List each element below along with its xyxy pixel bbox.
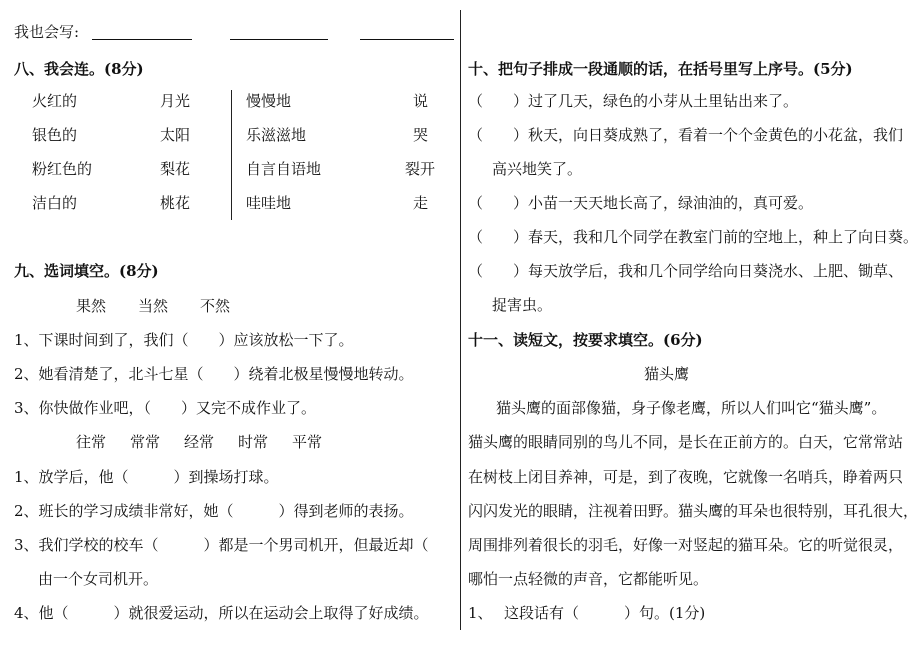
match-left-target: 太阳 xyxy=(160,126,191,144)
match-left-word: 银色的 xyxy=(32,126,78,144)
passage-line: 哪怕一点轻微的声音，它都能听见。 xyxy=(468,570,709,588)
order-line: 捉害虫。 xyxy=(492,296,553,314)
passage-line: 在树枝上闭目养神，可是，到了夜晚，它就像一名哨兵，睁着两只 xyxy=(468,468,904,486)
match-right-word: 自言自语地 xyxy=(246,160,322,178)
match-right-target: 裂开 xyxy=(405,160,436,178)
match-right-target: 说 xyxy=(413,92,429,110)
match-right-target: 哭 xyxy=(413,126,429,144)
match-right-target: 走 xyxy=(413,194,429,212)
match-left-word: 火红的 xyxy=(32,92,78,110)
section9-title: 九、选词填空。(8分) xyxy=(14,262,159,280)
word-option: 果然 xyxy=(76,297,107,315)
order-line: （ ）春天，我和几个同学在教室门前的空地上，种上了向日葵。 xyxy=(468,228,919,246)
match-left-word: 粉红色的 xyxy=(32,160,93,178)
question-line: 3、你快做作业吧，（ ）又完不成作业了。 xyxy=(14,399,317,417)
question-line: 由一个女司机开。 xyxy=(38,570,159,588)
question-line: 这段话有（ ）句。(1分) xyxy=(504,604,706,622)
match-right-word: 慢慢地 xyxy=(246,92,292,110)
passage-line: 周围排列着很长的羽毛，好像一对竖起的猫耳朵。它的听觉很灵， xyxy=(468,536,904,554)
passage-line: 闪闪发光的眼睛，注视着田野。猫头鹰的耳朵也很特别，耳孔很大， xyxy=(468,502,919,520)
word-option: 经常 xyxy=(184,433,215,451)
section8-title: 八、我会连。(8分) xyxy=(14,60,144,78)
order-line: （ ）过了几天，绿色的小芽从土里钻出来了。 xyxy=(468,92,799,110)
answer-blank-3[interactable] xyxy=(360,39,454,40)
word-option: 常常 xyxy=(130,433,161,451)
question-line: 1、放学后，他（ ）到操场打球。 xyxy=(14,468,279,486)
question-line: 3、我们学校的校车（ ）都是一个男司机开，但最近却（ xyxy=(14,536,429,554)
question-line: 2、班长的学习成绩非常好，她（ ）得到老师的表扬。 xyxy=(14,502,414,520)
word-option: 当然 xyxy=(138,297,169,315)
order-line: （ ）秋天，向日葵成熟了，看着一个个金黄色的小花盆，我们 xyxy=(468,126,904,144)
answer-blank-2[interactable] xyxy=(230,39,328,40)
question-number: 1、 xyxy=(468,604,493,622)
match-left-word: 洁白的 xyxy=(32,194,78,212)
passage-title: 猫头鹰 xyxy=(644,365,690,383)
write-label: 我也会写: xyxy=(14,23,80,41)
order-line: （ ）每天放学后，我和几个同学给向日葵浇水、上肥、锄草、 xyxy=(468,262,904,280)
word-option: 时常 xyxy=(238,433,269,451)
match-left-target: 桃花 xyxy=(160,194,191,212)
question-line: 4、他（ ）就很爱运动，所以在运动会上取得了好成绩。 xyxy=(14,604,429,622)
word-option: 不然 xyxy=(200,297,231,315)
word-option: 平常 xyxy=(292,433,323,451)
match-right-word: 乐滋滋地 xyxy=(246,126,307,144)
order-line: （ ）小苗一天天地长高了，绿油油的，真可爱。 xyxy=(468,194,814,212)
question-line: 1、下课时间到了，我们（ ）应该放松一下了。 xyxy=(14,331,354,349)
match-left-target: 梨花 xyxy=(160,160,191,178)
passage-line: 猫头鹰的面部像猫，身子像老鹰，所以人们叫它“猫头鹰”。 xyxy=(496,399,887,417)
match-right-word: 哇哇地 xyxy=(246,194,292,212)
word-option: 往常 xyxy=(76,433,107,451)
match-divider xyxy=(231,90,232,220)
order-line: 高兴地笑了。 xyxy=(492,160,583,178)
column-divider xyxy=(460,10,461,630)
passage-line: 猫头鹰的眼睛同别的鸟儿不同，是长在正前方的。白天，它常常站 xyxy=(468,433,904,451)
question-line: 2、她看清楚了，北斗七星（ ）绕着北极星慢慢地转动。 xyxy=(14,365,414,383)
match-left-target: 月光 xyxy=(160,92,191,110)
section11-title: 十一、读短文，按要求填空。(6分) xyxy=(468,331,703,349)
section10-title: 十、把句子排成一段通顺的话，在括号里写上序号。(5分) xyxy=(468,60,853,78)
answer-blank-1[interactable] xyxy=(92,39,192,40)
